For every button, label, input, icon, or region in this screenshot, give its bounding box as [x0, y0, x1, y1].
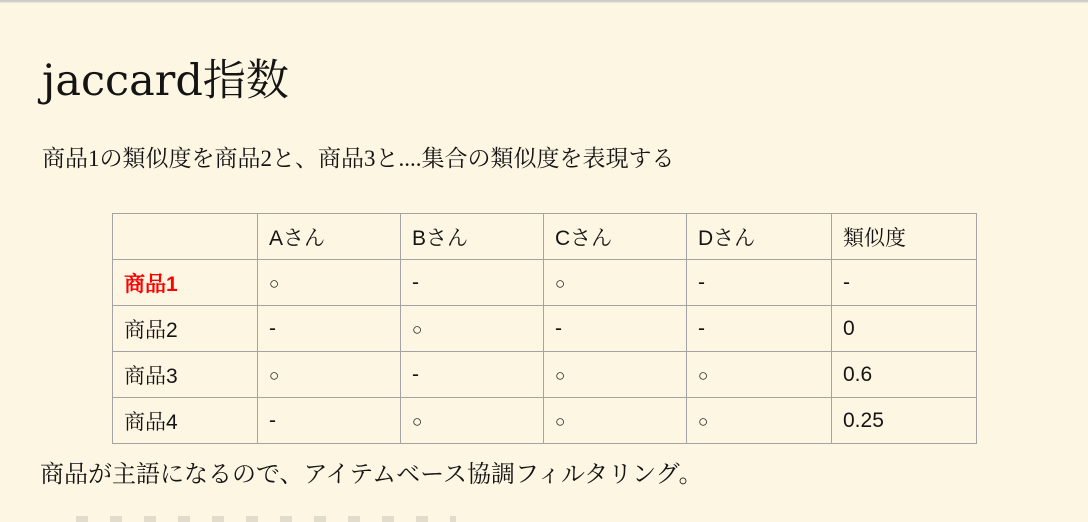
- circle-mark: ○: [698, 365, 709, 385]
- row-label: 商品4: [113, 398, 258, 444]
- table-cell: [544, 352, 687, 398]
- table-cell: -: [544, 306, 687, 352]
- table-cell: -: [832, 260, 977, 306]
- circle-mark: ○: [412, 411, 423, 431]
- table-row: [113, 260, 977, 306]
- table-cell: [401, 306, 544, 352]
- table-cell: 0.6: [832, 352, 977, 398]
- table-cell: -: [258, 398, 401, 444]
- table-cell: 0.25: [832, 398, 977, 444]
- row-label: 商品2: [113, 306, 258, 352]
- circle-mark: ○: [412, 319, 423, 339]
- table-cell: -: [258, 306, 401, 352]
- circle-mark: ○: [555, 411, 566, 431]
- similarity-table: [112, 213, 977, 444]
- header-cell: Aさん: [258, 214, 401, 260]
- intro-text: 商品1の類似度を商品2と、商品3と....集合の類似度を表現する: [42, 146, 675, 171]
- table-cell: [258, 352, 401, 398]
- table-cell: [544, 398, 687, 444]
- table-cell: -: [401, 352, 544, 398]
- row-label: 商品3: [113, 352, 258, 398]
- page-title: jaccard指数: [42, 56, 289, 106]
- circle-mark: ○: [698, 411, 709, 431]
- table-cell: [401, 398, 544, 444]
- table-header-row: [113, 214, 977, 260]
- table-body: [113, 260, 977, 444]
- footer-note: 商品が主語になるので、アイテムベース協調フィルタリング。: [40, 461, 703, 488]
- table-row: [113, 352, 977, 398]
- window-top-edge: [0, 0, 1088, 3]
- table-cell: 0: [832, 306, 977, 352]
- header-cell: Dさん: [687, 214, 832, 260]
- table-row: [113, 306, 977, 352]
- header-cell: Bさん: [401, 214, 544, 260]
- circle-mark: ○: [555, 273, 566, 293]
- circle-mark: ○: [555, 365, 566, 385]
- circle-mark: ○: [269, 273, 280, 293]
- table-cell: -: [687, 306, 832, 352]
- table-cell: -: [687, 260, 832, 306]
- header-cell: Cさん: [544, 214, 687, 260]
- clipped-next-line: [76, 516, 456, 522]
- corner-header-cell: [113, 214, 258, 260]
- table-cell: [544, 260, 687, 306]
- table-cell: [258, 260, 401, 306]
- row-label: 商品1: [113, 260, 258, 306]
- table-row: [113, 398, 977, 444]
- circle-mark: ○: [269, 365, 280, 385]
- header-cell: 類似度: [832, 214, 977, 260]
- table-cell: -: [401, 260, 544, 306]
- table-cell: [687, 398, 832, 444]
- table-cell: [687, 352, 832, 398]
